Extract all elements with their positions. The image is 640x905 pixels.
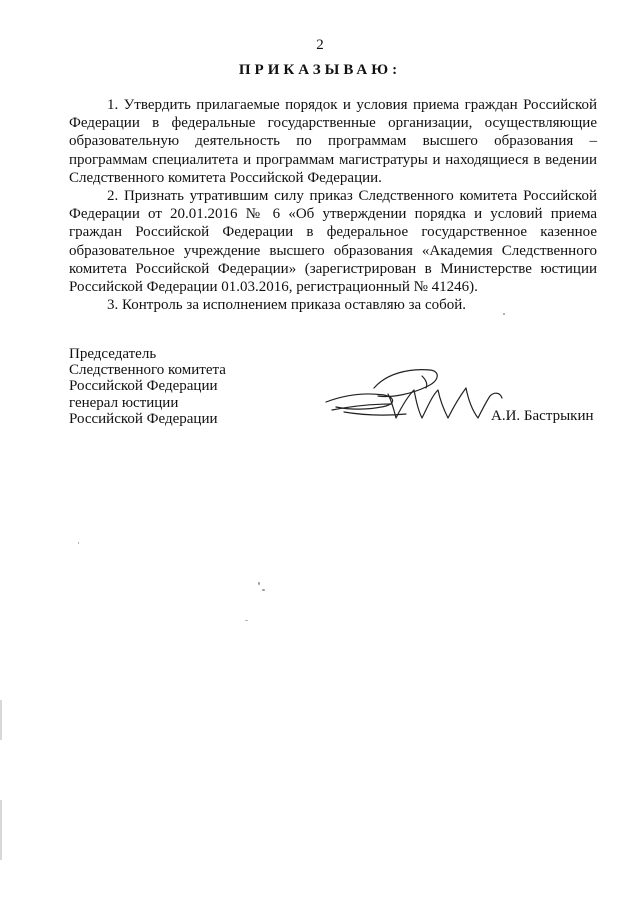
scan-speck	[258, 582, 260, 585]
signatory-rank-line: генерал юстиции	[69, 395, 179, 411]
order-body	[69, 96, 597, 314]
scan-speck	[78, 542, 79, 544]
order-heading: ПРИКАЗЫВАЮ:	[238, 62, 402, 78]
signatory-position	[69, 346, 226, 394]
signatory-position-line: Председатель	[69, 346, 157, 362]
order-paragraph-3: 3. Контроль за исполнением приказа оставляю за собой.	[107, 297, 467, 314]
scan-speck	[245, 620, 248, 621]
scan-speck	[262, 589, 265, 591]
scan-speck	[503, 313, 505, 315]
signatory-name: А.И. Бастрыкин	[491, 408, 594, 424]
signatory-rank-line: Российской Федерации	[69, 411, 218, 427]
signatory-rank	[69, 395, 218, 427]
scan-edge-mark	[0, 800, 2, 860]
handwritten-signature	[322, 366, 512, 428]
signatory-position-line: Следственного комитета	[69, 362, 226, 378]
page-number: 2	[316, 37, 324, 53]
scan-edge-mark	[0, 700, 2, 740]
order-paragraph-1: 1. Утвердить прилагаемые порядок и условия приема граждан Российской Федерации в федеральные государственные организации, осуществляющие образовательную деятельность по программам высшего образования – программам специалитета и программам магистратуры и находящиеся в ведении Следственного комитета Российской Федерации.	[69, 97, 597, 186]
signatory-position-line: Российской Федерации	[69, 378, 218, 394]
order-paragraph-2: 2. Признать утратившим силу приказ Следственного комитета Российской Федерации от 20.01.2016 № 6 «Об утверждении порядка и условий приема граждан Российской Федерации в федеральное государственное казенное образовательное учреждение высшего образования «Академия Следственного комитета Российской Федерации» (зарегистрирован в Министерстве юстиции Российской Федерации 01.03.2016, регистрационный № 41246).	[69, 188, 597, 296]
